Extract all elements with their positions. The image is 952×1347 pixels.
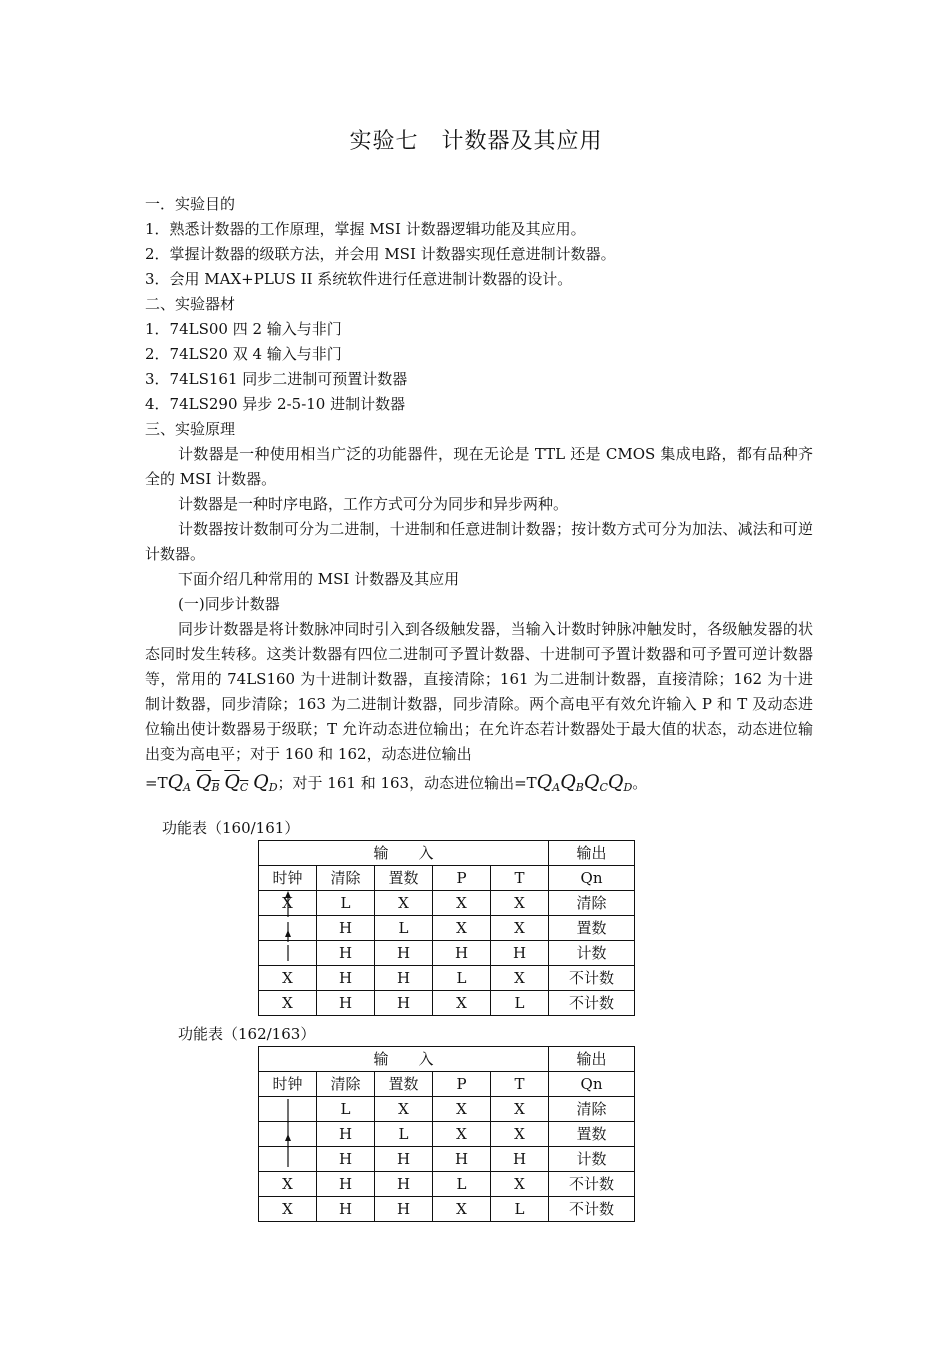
section-heading-purpose: 一．实验目的: [145, 195, 236, 213]
function-table-160-161: [258, 840, 635, 1016]
table-cell: 不计数: [549, 1197, 635, 1222]
paragraph: 计数器按计数制可分为二进制，十进制和任意进制计数器；按计数方式可分为加法、减法和可逆计数器。: [145, 520, 813, 563]
table-cell: H: [317, 941, 375, 966]
table-row: [259, 1097, 635, 1122]
table-cell: H: [375, 991, 433, 1016]
table-row: [259, 991, 635, 1016]
col-header: Qn: [549, 866, 635, 891]
table-cell: 置数: [549, 1122, 635, 1147]
table-cell: 不计数: [549, 966, 635, 991]
table-cell: X: [259, 991, 317, 1016]
clock-cell: [259, 1147, 317, 1172]
function-table-162-163: [258, 1046, 635, 1222]
table-caption: 功能表（162/163）: [178, 1025, 316, 1043]
clock-cell: X: [259, 891, 317, 916]
table-cell: H: [317, 1197, 375, 1222]
col-header: Qn: [549, 1072, 635, 1097]
table-cell: X: [491, 966, 549, 991]
clock-cell: [259, 1122, 317, 1147]
table-cell: H: [375, 1172, 433, 1197]
clock-cell: [259, 941, 317, 966]
header-output: 输出: [549, 841, 635, 866]
table-cell: X: [433, 1122, 491, 1147]
table-cell: H: [317, 1172, 375, 1197]
table-cell: X: [433, 891, 491, 916]
equipment-item: 2．74LS20 双 4 输入与非门: [145, 345, 342, 363]
col-header: 清除: [317, 1072, 375, 1097]
table-cell: H: [375, 1197, 433, 1222]
table-cell: L: [491, 1197, 549, 1222]
table-cell: 计数: [549, 941, 635, 966]
table-cell: H: [317, 991, 375, 1016]
header-input: 输 入: [259, 1047, 549, 1072]
col-header: P: [433, 1072, 491, 1097]
table-cell: 不计数: [549, 991, 635, 1016]
table-cell: H: [433, 1147, 491, 1172]
table-row: [259, 1122, 635, 1147]
section-heading-equipment: 二、实验器材: [145, 295, 236, 313]
section-heading-principle: 三、实验原理: [145, 420, 236, 438]
paragraph: 计数器是一种使用相当广泛的功能器件，现在无论是 TTL 还是 CMOS 集成电路，都有品种齐全的 MSI 计数器。: [145, 445, 813, 488]
table-cell: X: [433, 916, 491, 941]
table-cell: 清除: [549, 1097, 635, 1122]
subsection-heading: (一)同步计数器: [178, 595, 280, 613]
clock-cell: [259, 1097, 317, 1122]
table-cell: 置数: [549, 916, 635, 941]
table-cell: X: [491, 1122, 549, 1147]
table-row: [259, 941, 635, 966]
table-row: [259, 1147, 635, 1172]
table-cell: X: [433, 991, 491, 1016]
table-cell: L: [491, 991, 549, 1016]
table-cell: H: [317, 1122, 375, 1147]
header-output: 输出: [549, 1047, 635, 1072]
col-header: 时钟: [259, 1072, 317, 1097]
table-cell: H: [375, 941, 433, 966]
col-header: 置数: [375, 866, 433, 891]
table-cell: H: [317, 966, 375, 991]
table-cell: X: [491, 891, 549, 916]
table-cell: H: [433, 941, 491, 966]
table-cell: X: [375, 891, 433, 916]
table-cell: L: [433, 1172, 491, 1197]
col-header: P: [433, 866, 491, 891]
rising-edge-icon: [281, 1122, 295, 1148]
table-row: [259, 1172, 635, 1197]
table-cell: X: [375, 1097, 433, 1122]
table-cell: H: [375, 966, 433, 991]
equipment-item: 3．74LS161 同步二进制可预置计数器: [145, 370, 408, 388]
col-header: T: [491, 866, 549, 891]
header-input: 输 入: [259, 841, 549, 866]
document-body: [145, 192, 813, 797]
rising-edge-icon: [281, 1147, 295, 1173]
table-cell: X: [491, 1172, 549, 1197]
table-row: [259, 891, 635, 916]
rising-edge-icon: [281, 1097, 295, 1123]
purpose-item: 1．熟悉计数器的工作原理，掌握 MSI 计数器逻辑功能及其应用。: [145, 220, 586, 238]
table-cell: L: [317, 891, 375, 916]
purpose-item: 3．会用 MAX+PLUS II 系统软件进行任意进制计数器的设计。: [145, 270, 573, 288]
table-cell: H: [317, 1147, 375, 1172]
table-caption: 功能表（160/161）: [162, 819, 300, 837]
table-cell: X: [433, 1097, 491, 1122]
table-cell: X: [491, 916, 549, 941]
table-cell: X: [259, 1172, 317, 1197]
table-cell: X: [259, 966, 317, 991]
col-header: 时钟: [259, 866, 317, 891]
col-header: 置数: [375, 1072, 433, 1097]
table-cell: L: [375, 1122, 433, 1147]
table-cell: H: [317, 916, 375, 941]
page-title: 实验七 计数器及其应用: [349, 129, 603, 154]
table-cell: L: [317, 1097, 375, 1122]
rising-edge-icon: [281, 941, 295, 967]
purpose-item: 2．掌握计数器的级联方法，并会用 MSI 计数器实现任意进制计数器。: [145, 245, 616, 263]
table-cell: 清除: [549, 891, 635, 916]
table-cell: 计数: [549, 1147, 635, 1172]
rising-edge-icon: [281, 916, 295, 942]
table-row: [259, 966, 635, 991]
paragraph: 下面介绍几种常用的 MSI 计数器及其应用: [178, 570, 460, 588]
table-cell: H: [491, 1147, 549, 1172]
paragraph: 计数器是一种时序电路，工作方式可分为同步和异步两种。: [178, 495, 569, 513]
table-cell: L: [375, 916, 433, 941]
table-cell: X: [433, 1197, 491, 1222]
table-row: [259, 1197, 635, 1222]
equipment-item: 1．74LS00 四 2 输入与非门: [145, 320, 342, 338]
table-cell: H: [375, 1147, 433, 1172]
equipment-item: 4．74LS290 异步 2-5-10 进制计数器: [145, 395, 406, 413]
col-header: 清除: [317, 866, 375, 891]
clock-cell: [259, 916, 317, 941]
table-row: [259, 916, 635, 941]
table-cell: H: [491, 941, 549, 966]
table-cell: L: [433, 966, 491, 991]
table-cell: X: [491, 1097, 549, 1122]
paragraph: 同步计数器是将计数脉冲同时引入到各级触发器，当输入计数时钟脉冲触发时，各级触发器的状态同时发生转移。这类计数器有四位二进制可予置计数器、十进制可予置计数器和可予置可逆计数器等，常用的 74LS160 为十进制计数器，直接清除；161 为二进制计数器，直接清除；162 为十进制计数器，同步清除；163 为二进制计数器，同步清除。两个高电平有效允许输入 P 和 T 及动态进位输出使计数器易于级联；T 允许动态进位输出；在允许态若计数器处于最大值的状态，动态进位输出变为高电平；对于 160 和 162，动态进位输出: [145, 620, 813, 763]
table-cell: X: [259, 1197, 317, 1222]
table-cell: 不计数: [549, 1172, 635, 1197]
col-header: T: [491, 1072, 549, 1097]
carry-output-equation: $=TQ_A$ $Q_B$ $Q_C$ $Q_D$；对于 161 和 163，动态进位输出$=TQ_AQ_BQ_CQ_D$。: [145, 771, 648, 794]
